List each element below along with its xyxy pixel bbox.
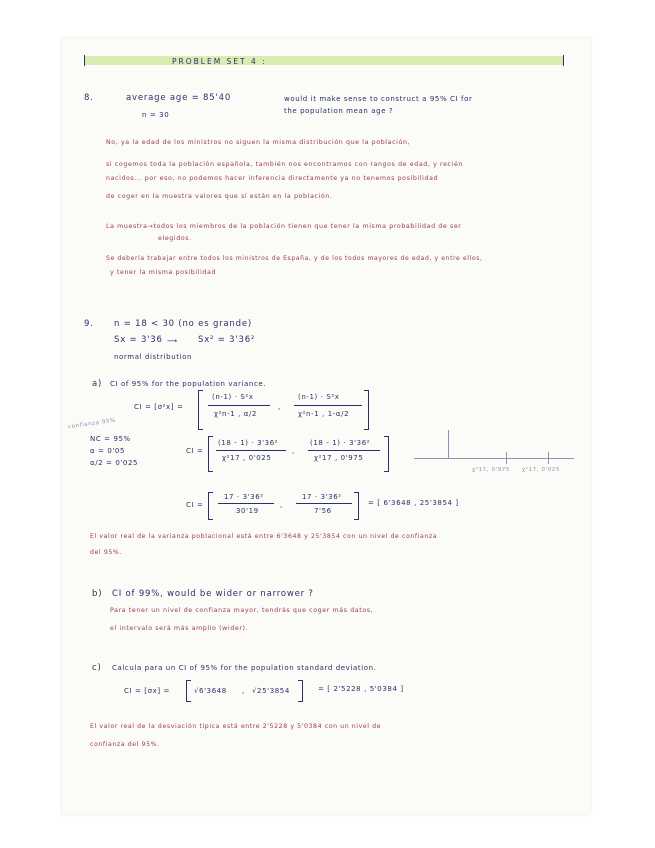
- q8-answer-line: de coger en la muestra valores que sí están en la población.: [106, 193, 333, 200]
- fraction-line: [296, 503, 352, 504]
- fraction-line: [308, 450, 380, 451]
- ci-general-numerator-lower: (n-1) · S²x: [212, 393, 254, 401]
- left-bracket: [208, 436, 213, 472]
- margin-note-title: confianza 95%: [67, 417, 117, 431]
- ci-sd-sqrt-upper: √25'3854: [252, 687, 290, 695]
- q8-answer-line: y tener la misma posibilidad: [110, 269, 217, 276]
- sketch-axis: [414, 458, 574, 459]
- comma-separator: ,: [278, 403, 281, 411]
- left-bracket: [198, 390, 203, 430]
- sketch-tick: [548, 452, 549, 464]
- ci-general-denominator-upper: χ²n-1 , 1-α/2: [298, 410, 350, 418]
- ci-sd-lhs: CI = [σx] =: [124, 687, 170, 695]
- ci-substituted-numerator-upper: (18 - 1) · 3'36²: [310, 439, 371, 447]
- page-title: PROBLEM SET 4 :: [172, 57, 267, 66]
- part-a-label: a): [92, 379, 103, 389]
- arrow-right-icon: ⟶: [167, 337, 178, 345]
- right-bracket: [364, 390, 369, 430]
- ci-evaluated-denominator-lower: 30'19: [236, 507, 259, 515]
- ci-substituted-denominator-lower: χ²17 , 0'025: [222, 454, 272, 462]
- ci-substituted-denominator-upper: χ²17 , 0'975: [314, 454, 364, 462]
- q8-given-n: n = 30: [142, 111, 170, 119]
- ci-sd-sqrt-lower: √6'3648: [194, 687, 227, 695]
- part-b-label: b): [92, 589, 103, 599]
- ci-variance-result: = [ 6'3648 , 25'3854 ]: [368, 499, 459, 507]
- right-bracket: [354, 492, 359, 520]
- q9-given-sx2: Sx² = 3'36²: [198, 335, 256, 345]
- ci-evaluated-numerator-lower: 17 · 3'36²: [224, 493, 264, 501]
- sketch-label-lower: χ²17, 0'975: [472, 467, 510, 473]
- q8-given-average: average age = 85'40: [126, 93, 232, 103]
- fraction-line: [208, 405, 270, 406]
- left-bracket: [186, 680, 191, 702]
- ci-general-lhs: CI = [σ²x] =: [134, 403, 184, 411]
- q8-answer-line: si cogemos toda la población española, también nos encontramos con rangos de edad, y recién: [106, 161, 464, 168]
- q9-number: 9.: [84, 319, 94, 329]
- q8-answer-line: La muestra→todos los miembros de la población tienen que tener la misma probabilidad de ser: [106, 223, 462, 230]
- q8-answer-line: nacidos... por eso, no podemos hacer inferencia directamente ya no tenemos posibilidad: [106, 175, 439, 182]
- q8-question-line2: the population mean age ?: [284, 107, 394, 115]
- conclusion-c-line2: confianza del 95%.: [90, 741, 160, 748]
- header-right-mark: [563, 55, 564, 66]
- ci-substituted-numerator-lower: (18 - 1) · 3'36²: [218, 439, 279, 447]
- q8-answer-line: No, ya la edad de los ministros no siguen la misma distribución que la población,: [106, 139, 411, 146]
- part-c-prompt: Calcula para un CI of 95% for the population standard deviation.: [112, 664, 377, 672]
- comma-separator: ,: [242, 687, 245, 695]
- margin-note-nc: NC = 95%: [90, 435, 131, 443]
- left-bracket: [208, 492, 213, 520]
- ci-evaluated-numerator-upper: 17 · 3'36²: [302, 493, 342, 501]
- right-bracket: [384, 436, 389, 472]
- ci-substituted-lhs: CI =: [186, 447, 204, 455]
- comma-separator: ,: [280, 501, 283, 509]
- q9-given-normal: normal distribution: [114, 353, 193, 361]
- margin-note-alpha: α = 0'05: [90, 447, 126, 455]
- sketch-label-upper: χ²17, 0'025: [522, 467, 560, 473]
- part-b-answer-line2: el intervalo será más amplio (wider).: [110, 625, 249, 632]
- right-bracket: [298, 680, 303, 702]
- comma-separator: ,: [292, 447, 295, 455]
- fraction-line: [216, 450, 286, 451]
- ci-general-numerator-upper: (n-1) · S²x: [298, 393, 340, 401]
- q8-answer-line: elegidos.: [158, 235, 192, 242]
- q9-given-n: n = 18 < 30 (no es grande): [114, 319, 252, 329]
- conclusion-a-line2: del 95%.: [90, 549, 122, 556]
- fraction-line: [218, 503, 274, 504]
- ci-sd-result: = [ 2'5228 , 5'0384 ]: [318, 685, 404, 693]
- sketch-marker: [448, 430, 449, 458]
- q9-given-sx: Sx = 3'36: [114, 335, 163, 345]
- header-left-mark: [84, 55, 85, 66]
- part-a-prompt: CI of 95% for the population variance.: [110, 380, 267, 388]
- q8-question-line1: would it make sense to construct a 95% CI for: [284, 95, 473, 103]
- header-bar: [84, 56, 564, 65]
- ci-evaluated-denominator-upper: 7'56: [314, 507, 332, 515]
- part-b-answer-line1: Para tener un nivel de confianza mayor, tendrás que coger más datos,: [110, 607, 374, 614]
- margin-note-alpha-half: α/2 = 0'025: [90, 459, 139, 467]
- ci-general-denominator-lower: χ²n-1 , α/2: [214, 410, 257, 418]
- conclusion-a-line1: El valor real de la varianza poblacional está entre 6'3648 y 25'3854 con un nivel de confianza: [90, 533, 438, 540]
- scanned-page: [62, 38, 590, 814]
- conclusion-c-line1: El valor real de la desviación típica está entre 2'5228 y 5'0384 con un nivel de: [90, 723, 382, 730]
- fraction-line: [294, 405, 362, 406]
- q8-answer-line: Se debería trabajar entre todos los ministros de España, y de los todos mayores de edad, y entre ellos,: [106, 255, 483, 262]
- sketch-tick: [506, 452, 507, 464]
- ci-evaluated-lhs: CI =: [186, 501, 204, 509]
- part-c-label: c): [92, 663, 102, 673]
- part-b-prompt: CI of 99%, would be wider or narrower ?: [112, 589, 314, 599]
- q8-number: 8.: [84, 93, 94, 103]
